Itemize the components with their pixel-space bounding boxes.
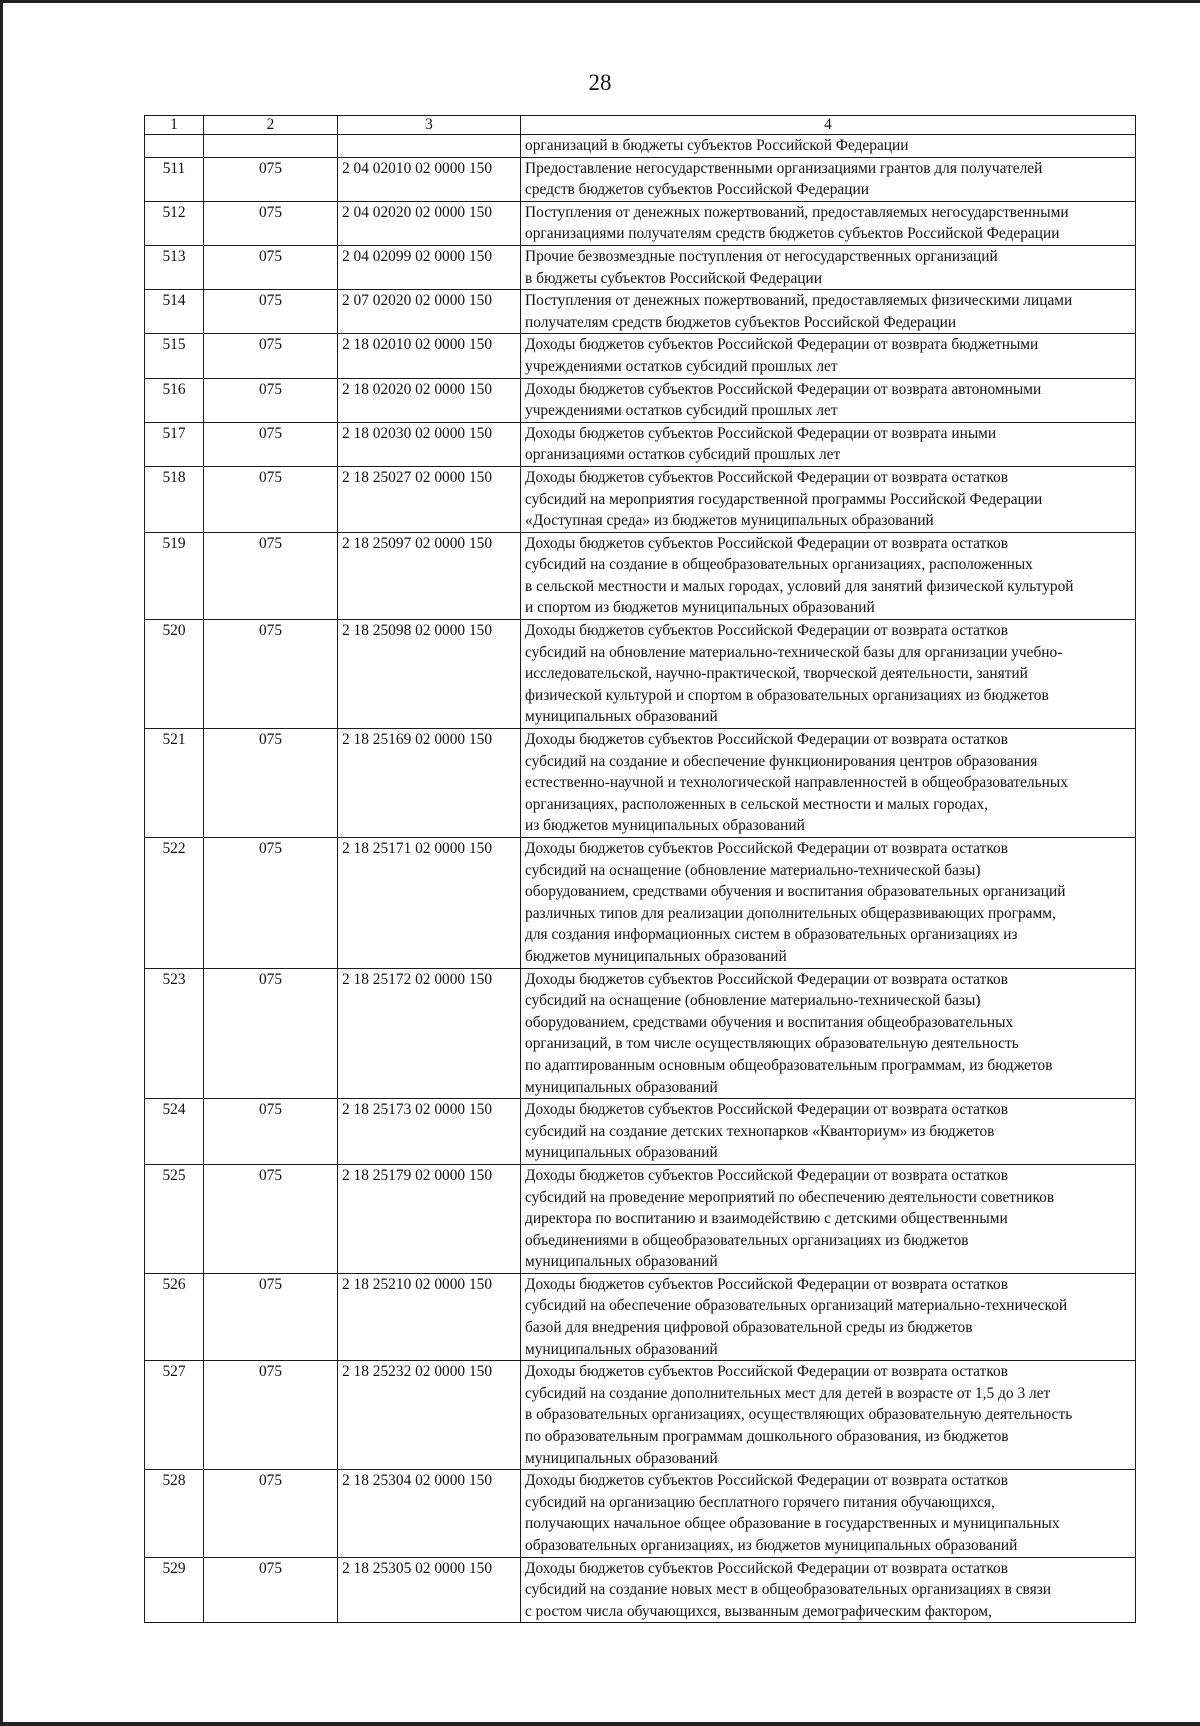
description-line: муниципальных образований: [525, 1253, 718, 1271]
budget-code-cell: 2 18 25027 02 0000 150: [338, 466, 521, 532]
description-line: по адаптированным основным общеобразовательным программам, из бюджетов: [525, 1056, 1053, 1074]
table-row: [145, 620, 1136, 729]
description-line: Доходы бюджетов субъектов Российской Федерации от возврата иными: [525, 424, 997, 442]
row-number-cell: 512: [145, 201, 204, 245]
description-line: субсидий на создание в общеобразовательных организациях, расположенных: [525, 556, 1033, 574]
description-line: субсидий на организацию бесплатного горячего питания обучающихся,: [525, 1493, 995, 1511]
table-row: [145, 729, 1136, 838]
description-line: организациями остатков субсидий прошлых лет: [525, 446, 841, 464]
description-line: по образовательным программам дошкольного образования, из бюджетов: [525, 1428, 1009, 1446]
description-line: муниципальных образований: [525, 708, 718, 726]
description-line: субсидий на создание новых мест в общеобразовательных организациях в связи: [525, 1581, 1052, 1599]
description-cell: [521, 1470, 1136, 1557]
admin-code-cell: 075: [204, 620, 338, 729]
description-line: субсидий на оснащение (обновление материально-технической базы): [525, 861, 981, 879]
description-cell: [521, 201, 1136, 245]
revenue-codes-table: [144, 115, 1136, 1623]
description-line: субсидий на создание дополнительных мест для детей в возрасте от 1,5 до 3 лет: [525, 1384, 1051, 1402]
description-cell: [521, 466, 1136, 532]
description-line: в сельской местности и малых городах, условий для занятий физической культурой: [525, 577, 1074, 595]
row-number-cell: 520: [145, 620, 204, 729]
row-number-cell: 522: [145, 838, 204, 969]
table-row: [145, 1273, 1136, 1360]
description-cell: [521, 422, 1136, 466]
admin-code-cell: 075: [204, 422, 338, 466]
admin-code-cell: 075: [204, 290, 338, 334]
description-line: Доходы бюджетов субъектов Российской Федерации от возврата остатков: [525, 840, 1008, 857]
table-row: [145, 466, 1136, 532]
admin-code-cell: 075: [204, 157, 338, 201]
budget-code-cell: 2 18 25098 02 0000 150: [338, 620, 521, 729]
description-line: Доходы бюджетов субъектов Российской Федерации от возврата остатков: [525, 1275, 1008, 1293]
description-line: субсидий на проведение мероприятий по обеспечению деятельности советников: [525, 1188, 1055, 1206]
table-row: [145, 1361, 1136, 1470]
description-line: Доходы бюджетов субъектов Российской Федерации от возврата остатков: [525, 534, 1008, 552]
admin-code-cell: 075: [204, 1557, 338, 1623]
table-row: [145, 1164, 1136, 1273]
description-line: Поступления от денежных пожертвований, предоставляемых физическими лицами: [525, 292, 1073, 310]
admin-code-cell: 075: [204, 729, 338, 838]
description-line: Доходы бюджетов субъектов Российской Федерации от возврата остатков: [525, 1166, 1008, 1184]
budget-code-cell: 2 18 25179 02 0000 150: [338, 1164, 521, 1273]
description-line: исследовательской, научно-практической, творческой деятельности, занятий: [525, 665, 1028, 683]
description-cell: [521, 1361, 1136, 1470]
description-line: Доходы бюджетов субъектов Российской Федерации от возврата автономными: [525, 380, 1042, 398]
row-number-cell: 523: [145, 968, 204, 1099]
description-line: муниципальных образований: [525, 1078, 718, 1096]
row-number-cell: 527: [145, 1361, 204, 1470]
description-cell: [521, 334, 1136, 378]
description-cell: [521, 135, 1136, 158]
budget-code-cell: 2 18 02030 02 0000 150: [338, 422, 521, 466]
table-row: [145, 157, 1136, 201]
admin-code-cell: [204, 135, 338, 158]
row-number-cell: 524: [145, 1099, 204, 1165]
row-number-cell: 516: [145, 378, 204, 422]
scan-border-bottom: [0, 1722, 1200, 1726]
admin-code-cell: 075: [204, 838, 338, 969]
budget-code-cell: 2 18 02010 02 0000 150: [338, 334, 521, 378]
budget-code-cell: 2 18 25169 02 0000 150: [338, 729, 521, 838]
budget-code-cell: 2 18 25232 02 0000 150: [338, 1361, 521, 1470]
row-number-cell: [145, 135, 204, 158]
description-line: оборудованием, средствами обучения и воспитания общеобразовательных: [525, 1013, 1014, 1031]
description-cell: [521, 968, 1136, 1099]
description-cell: [521, 1273, 1136, 1360]
budget-code-cell: 2 18 25172 02 0000 150: [338, 968, 521, 1099]
table-row: [145, 201, 1136, 245]
admin-code-cell: 075: [204, 1470, 338, 1557]
description-line: муниципальных образований: [525, 1449, 718, 1467]
description-line: Доходы бюджетов субъектов Российской Федерации от возврата остатков: [525, 970, 1008, 988]
description-line: организациями получателям средств бюджетов субъектов Российской Федерации: [525, 225, 1060, 243]
admin-code-cell: 075: [204, 378, 338, 422]
description-line: для создания информационных систем в образовательных организациях из: [525, 926, 1018, 944]
budget-code-cell: 2 18 25210 02 0000 150: [338, 1273, 521, 1360]
description-line: субсидий на обеспечение образовательных организаций материально-технической: [525, 1297, 1068, 1315]
row-number-cell: 525: [145, 1164, 204, 1273]
row-number-cell: 511: [145, 157, 204, 201]
budget-code-cell: 2 18 25173 02 0000 150: [338, 1099, 521, 1165]
table-row: [145, 422, 1136, 466]
row-number-cell: 528: [145, 1470, 204, 1557]
column-header: 2: [204, 116, 338, 135]
description-line: объединениями в общеобразовательных организациях из бюджетов: [525, 1231, 969, 1249]
column-header: 3: [338, 116, 521, 135]
description-line: Предоставление негосударственными организациями грантов для получателей: [525, 159, 1043, 177]
table-row: [145, 290, 1136, 334]
description-line: оборудованием, средствами обучения и воспитания образовательных организаций: [525, 883, 1066, 901]
budget-code-cell: 2 18 02020 02 0000 150: [338, 378, 521, 422]
budget-code-cell: 2 07 02020 02 0000 150: [338, 290, 521, 334]
description-line: различных типов для реализации дополнительных общеразвивающих программ,: [525, 904, 1056, 922]
admin-code-cell: 075: [204, 466, 338, 532]
description-line: организациях, расположенных в сельской местности и малых городах,: [525, 795, 989, 813]
table-row: [145, 968, 1136, 1099]
row-number-cell: 515: [145, 334, 204, 378]
table-row: [145, 245, 1136, 289]
description-line: Доходы бюджетов субъектов Российской Федерации от возврата остатков: [525, 1472, 1008, 1490]
table-row: [145, 1470, 1136, 1557]
description-cell: [521, 1099, 1136, 1165]
admin-code-cell: 075: [204, 334, 338, 378]
description-cell: [521, 729, 1136, 838]
table-row: [145, 135, 1136, 158]
row-number-cell: 518: [145, 466, 204, 532]
scan-border-left: [0, 0, 3, 1726]
description-line: директора по воспитанию и взаимодействию с детскими общественными: [525, 1210, 1008, 1228]
description-cell: [521, 157, 1136, 201]
description-line: Доходы бюджетов субъектов Российской Федерации от возврата остатков: [525, 731, 1008, 749]
table-row: [145, 1099, 1136, 1165]
description-line: субсидий на создание и обеспечение функционирования центров образования: [525, 752, 1038, 770]
row-number-cell: 521: [145, 729, 204, 838]
admin-code-cell: 075: [204, 1361, 338, 1470]
description-line: организаций, в том числе осуществляющих образовательную деятельность: [525, 1035, 1019, 1053]
budget-code-cell: 2 18 25304 02 0000 150: [338, 1470, 521, 1557]
budget-code-cell: 2 04 02099 02 0000 150: [338, 245, 521, 289]
admin-code-cell: 075: [204, 1099, 338, 1165]
description-line: базой для внедрения цифровой образовательной среды из бюджетов: [525, 1319, 973, 1337]
admin-code-cell: 075: [204, 201, 338, 245]
description-cell: [521, 245, 1136, 289]
description-line: бюджетов муниципальных образований: [525, 947, 787, 965]
description-cell: [521, 1557, 1136, 1623]
description-line: субсидий на создание детских технопарков «Кванториум» из бюджетов: [525, 1122, 995, 1140]
description-line: средств бюджетов субъектов Российской Федерации: [525, 181, 869, 199]
budget-code-cell: [338, 135, 521, 158]
table-row: [145, 532, 1136, 619]
table-row: [145, 334, 1136, 378]
description-line: учреждениями остатков субсидий прошлых лет: [525, 357, 838, 375]
description-line: учреждениями остатков субсидий прошлых лет: [525, 402, 838, 420]
description-line: Доходы бюджетов субъектов Российской Федерации от возврата остатков: [525, 1363, 1008, 1381]
budget-code-cell: 2 18 25305 02 0000 150: [338, 1557, 521, 1623]
scan-border-top: [0, 0, 1200, 3]
row-number-cell: 529: [145, 1557, 204, 1623]
description-cell: [521, 620, 1136, 729]
description-line: физической культурой и спортом в образовательных организациях из бюджетов: [525, 686, 1049, 704]
description-line: Доходы бюджетов субъектов Российской Федерации от возврата бюджетными: [525, 336, 1039, 354]
description-line: организаций в бюджеты субъектов Российской Федерации: [525, 137, 909, 154]
description-line: субсидий на мероприятия государственной программы Российской Федерации: [525, 490, 1043, 508]
table-row: [145, 378, 1136, 422]
admin-code-cell: 075: [204, 245, 338, 289]
description-line: Доходы бюджетов субъектов Российской Федерации от возврата остатков: [525, 1559, 1008, 1577]
page-number: 28: [588, 70, 612, 95]
description-cell: [521, 290, 1136, 334]
budget-code-cell: 2 04 02020 02 0000 150: [338, 201, 521, 245]
description-line: и спортом из бюджетов муниципальных образований: [525, 599, 875, 617]
table-body: [145, 135, 1136, 1623]
description-cell: [521, 838, 1136, 969]
admin-code-cell: 075: [204, 968, 338, 1099]
table-row: [145, 1557, 1136, 1623]
description-line: из бюджетов муниципальных образований: [525, 817, 805, 835]
description-line: с ростом числа обучающихся, вызванным демографическим фактором,: [525, 1602, 992, 1620]
table-row: [145, 838, 1136, 969]
budget-code-cell: 2 04 02010 02 0000 150: [338, 157, 521, 201]
description-line: Доходы бюджетов субъектов Российской Федерации от возврата остатков: [525, 1101, 1008, 1119]
table-header-row: [145, 116, 1136, 135]
admin-code-cell: 075: [204, 1164, 338, 1273]
description-cell: [521, 378, 1136, 422]
description-line: «Доступная среда» из бюджетов муниципальных образований: [525, 512, 934, 530]
admin-code-cell: 075: [204, 532, 338, 619]
description-line: Поступления от денежных пожертвований, предоставляемых негосударственными: [525, 203, 1069, 221]
description-line: естественно-научной и технологической направленностей в общеобразовательных: [525, 774, 1068, 792]
row-number-cell: 517: [145, 422, 204, 466]
description-line: в бюджеты субъектов Российской Федерации: [525, 269, 823, 287]
description-line: получателям средств бюджетов субъектов Российской Федерации: [525, 313, 957, 331]
description-line: получающих начальное общее образование в государственных и муниципальных: [525, 1515, 1060, 1533]
description-line: в образовательных организациях, осуществляющих образовательную деятельность: [525, 1406, 1073, 1424]
description-line: образовательных организациях, из бюджетов муниципальных образований: [525, 1537, 1018, 1554]
description-line: муниципальных образований: [525, 1340, 718, 1358]
row-number-cell: 513: [145, 245, 204, 289]
row-number-cell: 514: [145, 290, 204, 334]
description-line: Прочие безвозмездные поступления от негосударственных организаций: [525, 247, 998, 265]
description-line: Доходы бюджетов субъектов Российской Федерации от возврата остатков: [525, 622, 1008, 640]
admin-code-cell: 075: [204, 1273, 338, 1360]
column-header: 1: [145, 116, 204, 135]
budget-code-cell: 2 18 25171 02 0000 150: [338, 838, 521, 969]
row-number-cell: 519: [145, 532, 204, 619]
budget-code-cell: 2 18 25097 02 0000 150: [338, 532, 521, 619]
description-line: субсидий на обновление материально-технической базы для организации учебно-: [525, 643, 1063, 661]
description-cell: [521, 1164, 1136, 1273]
description-line: муниципальных образований: [525, 1144, 718, 1162]
description-line: Доходы бюджетов субъектов Российской Федерации от возврата остатков: [525, 468, 1008, 486]
description-cell: [521, 532, 1136, 619]
description-line: субсидий на оснащение (обновление материально-технической базы): [525, 992, 981, 1010]
column-header: 4: [521, 116, 1136, 135]
row-number-cell: 526: [145, 1273, 204, 1360]
